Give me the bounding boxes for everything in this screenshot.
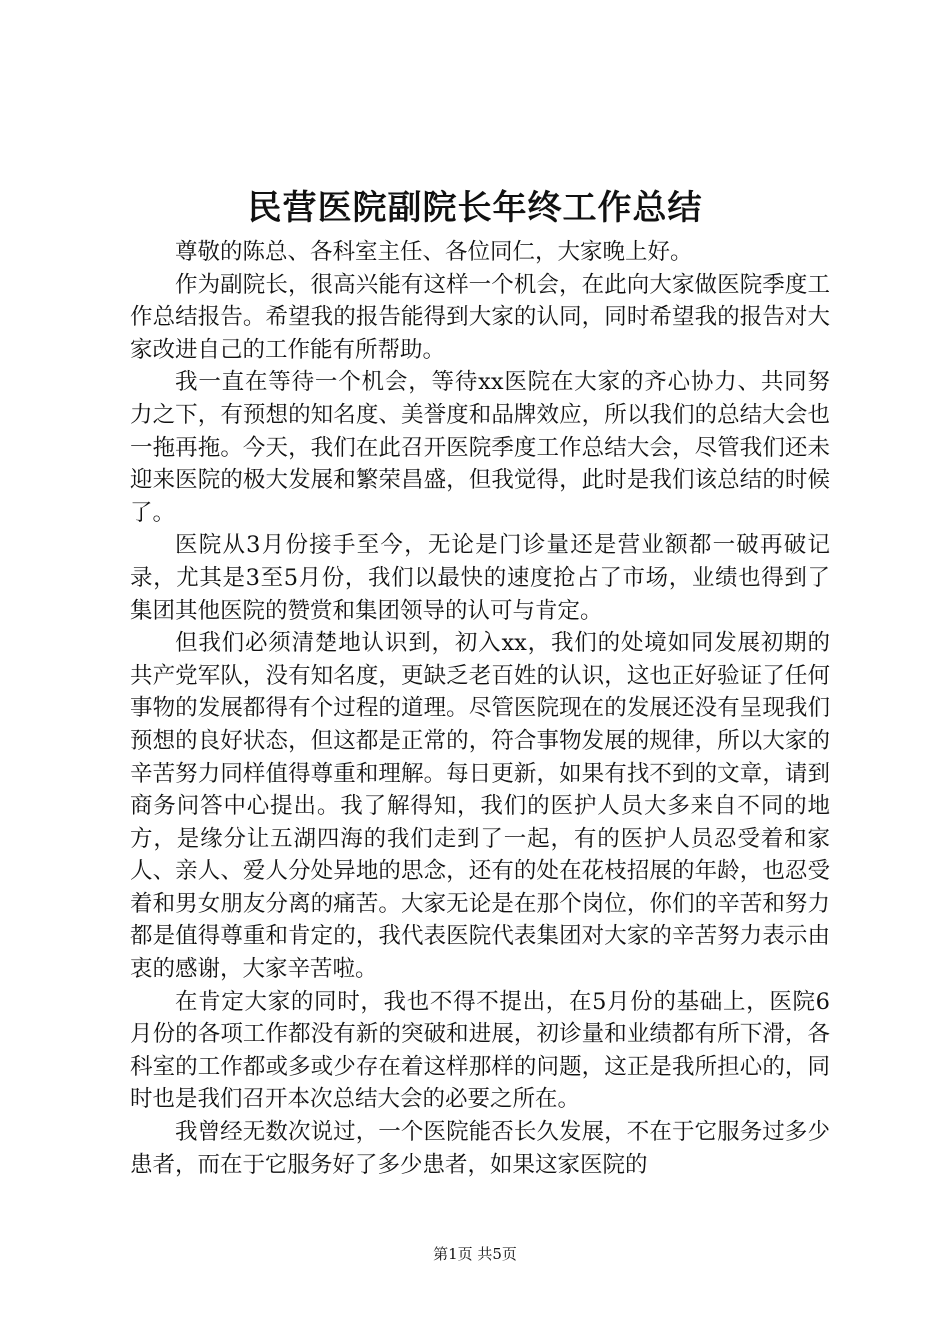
paragraph: 作为副院长，很高兴能有这样一个机会，在此向大家做医院季度工作总结报告。希望我的报告能得到大家的认同，同时希望我的报告对大家改进自己的工作能有所帮助。 bbox=[130, 271, 830, 363]
paragraph: 我曾经无数次说过，一个医院能否长久发展，不在于它服务过多少患者，而在于它服务好了多少患者，如果这家医院的 bbox=[130, 1119, 830, 1178]
document-title: 民营医院副院长年终工作总结 bbox=[247, 188, 703, 228]
paragraph: 但我们必须清楚地认识到，初入xx，我们的处境如同发展初期的共产党军队，没有知名度，更缺乏老百姓的认识，这也正好验证了任何事物的发展都得有个过程的道理。尽管医院现在的发展还没有呈现我们预想的良好状态，但这都是正常的，符合事物发展的规律，所以大家的辛苦努力同样值得尊重和理解。每日更新，如果有找不到的文章，请到商务问答中心提出。我了解得知，我们的医护人员大多来自不同的地方，是缘分让五湖四海的我们走到了一起，有的医护人员忍受着和家人、亲人、爱人分处异地的思念，还有的处在花枝招展的年龄，也忍受着和男女朋友分离的痛苦。大家无论是在那个岗位，你们的辛苦和努力都是值得尊重和肯定的，我代表医院代表集团对大家的辛苦努力表示由衷的感谢，大家辛苦啦。 bbox=[130, 630, 830, 983]
page-number-footer: 第1页 共5页 bbox=[433, 1245, 517, 1263]
document-body bbox=[130, 236, 830, 1181]
paragraph: 我一直在等待一个机会，等待xx医院在大家的齐心协力、共同努力之下，有预想的知名度、美誉度和品牌效应，所以我们的总结大会也一拖再拖。今天，我们在此召开医院季度工作总结大会，尽管我们还未迎来医院的极大发展和繁荣昌盛，但我觉得，此时是我们该总结的时候了。 bbox=[130, 369, 830, 526]
paragraph: 医院从3月份接手至今，无论是门诊量还是营业额都一破再破记录，尤其是3至5月份，我们以最快的速度抢占了市场，业绩也得到了集团其他医院的赞赏和集团领导的认可与肯定。 bbox=[130, 532, 830, 624]
paragraph: 在肯定大家的同时，我也不得不提出，在5月份的基础上，医院6月份的各项工作都没有新的突破和进展，初诊量和业绩都有所下滑，各科室的工作都或多或少存在着这样那样的问题，这正是我所担心的，同时也是我们召开本次总结大会的必要之所在。 bbox=[130, 988, 830, 1113]
paragraph: 尊敬的陈总、各科室主任、各位同仁，大家晚上好。 bbox=[175, 239, 693, 265]
